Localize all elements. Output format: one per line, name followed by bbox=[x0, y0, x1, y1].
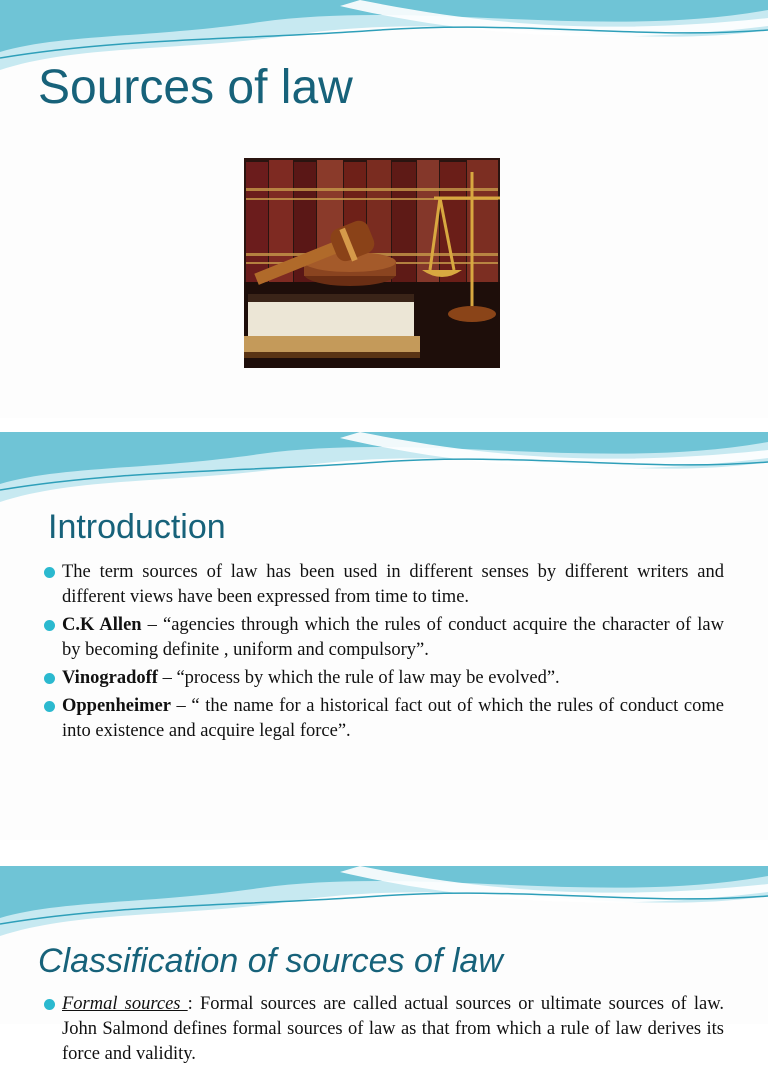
bullet-list bbox=[44, 560, 724, 747]
bullet-icon bbox=[44, 673, 55, 684]
list-item: C.K Allen – “agencies through which the rules of conduct acquire the character of law by becoming definite , uniform and compulsory”. bbox=[44, 613, 724, 663]
slide-title: Sources of law bbox=[38, 61, 353, 114]
bullet-icon bbox=[44, 999, 55, 1010]
bullet-icon bbox=[44, 701, 55, 712]
slide-3 bbox=[0, 866, 768, 1064]
list-item: Oppenheimer – “ the name for a historical fact out of which the rules of conduct come into existence and acquire legal force”. bbox=[44, 694, 724, 744]
bullet-list bbox=[44, 992, 724, 1070]
slide-2 bbox=[0, 432, 768, 840]
list-item: Vinogradoff – “process by which the rule of law may be evolved”. bbox=[44, 666, 724, 691]
slide-gap bbox=[0, 840, 768, 866]
wave-decoration bbox=[0, 866, 768, 946]
slide-gap bbox=[0, 418, 768, 432]
bullet-icon bbox=[44, 567, 55, 578]
slide-title: Classification of sources of law bbox=[38, 942, 503, 980]
slide-title: Introduction bbox=[48, 508, 226, 546]
gavel-books-scales-image bbox=[244, 158, 500, 368]
wave-decoration bbox=[0, 432, 768, 512]
slide-1 bbox=[0, 0, 768, 418]
list-item: The term sources of law has been used in different senses by different writers and different views have been expressed from time to time. bbox=[44, 560, 724, 610]
bullet-icon bbox=[44, 620, 55, 631]
list-item: Formal sources : Formal sources are called actual sources or ultimate sources of law. John Salmond defines formal sources of law as that from which a rule of law derives its force and validity. bbox=[44, 992, 724, 1067]
